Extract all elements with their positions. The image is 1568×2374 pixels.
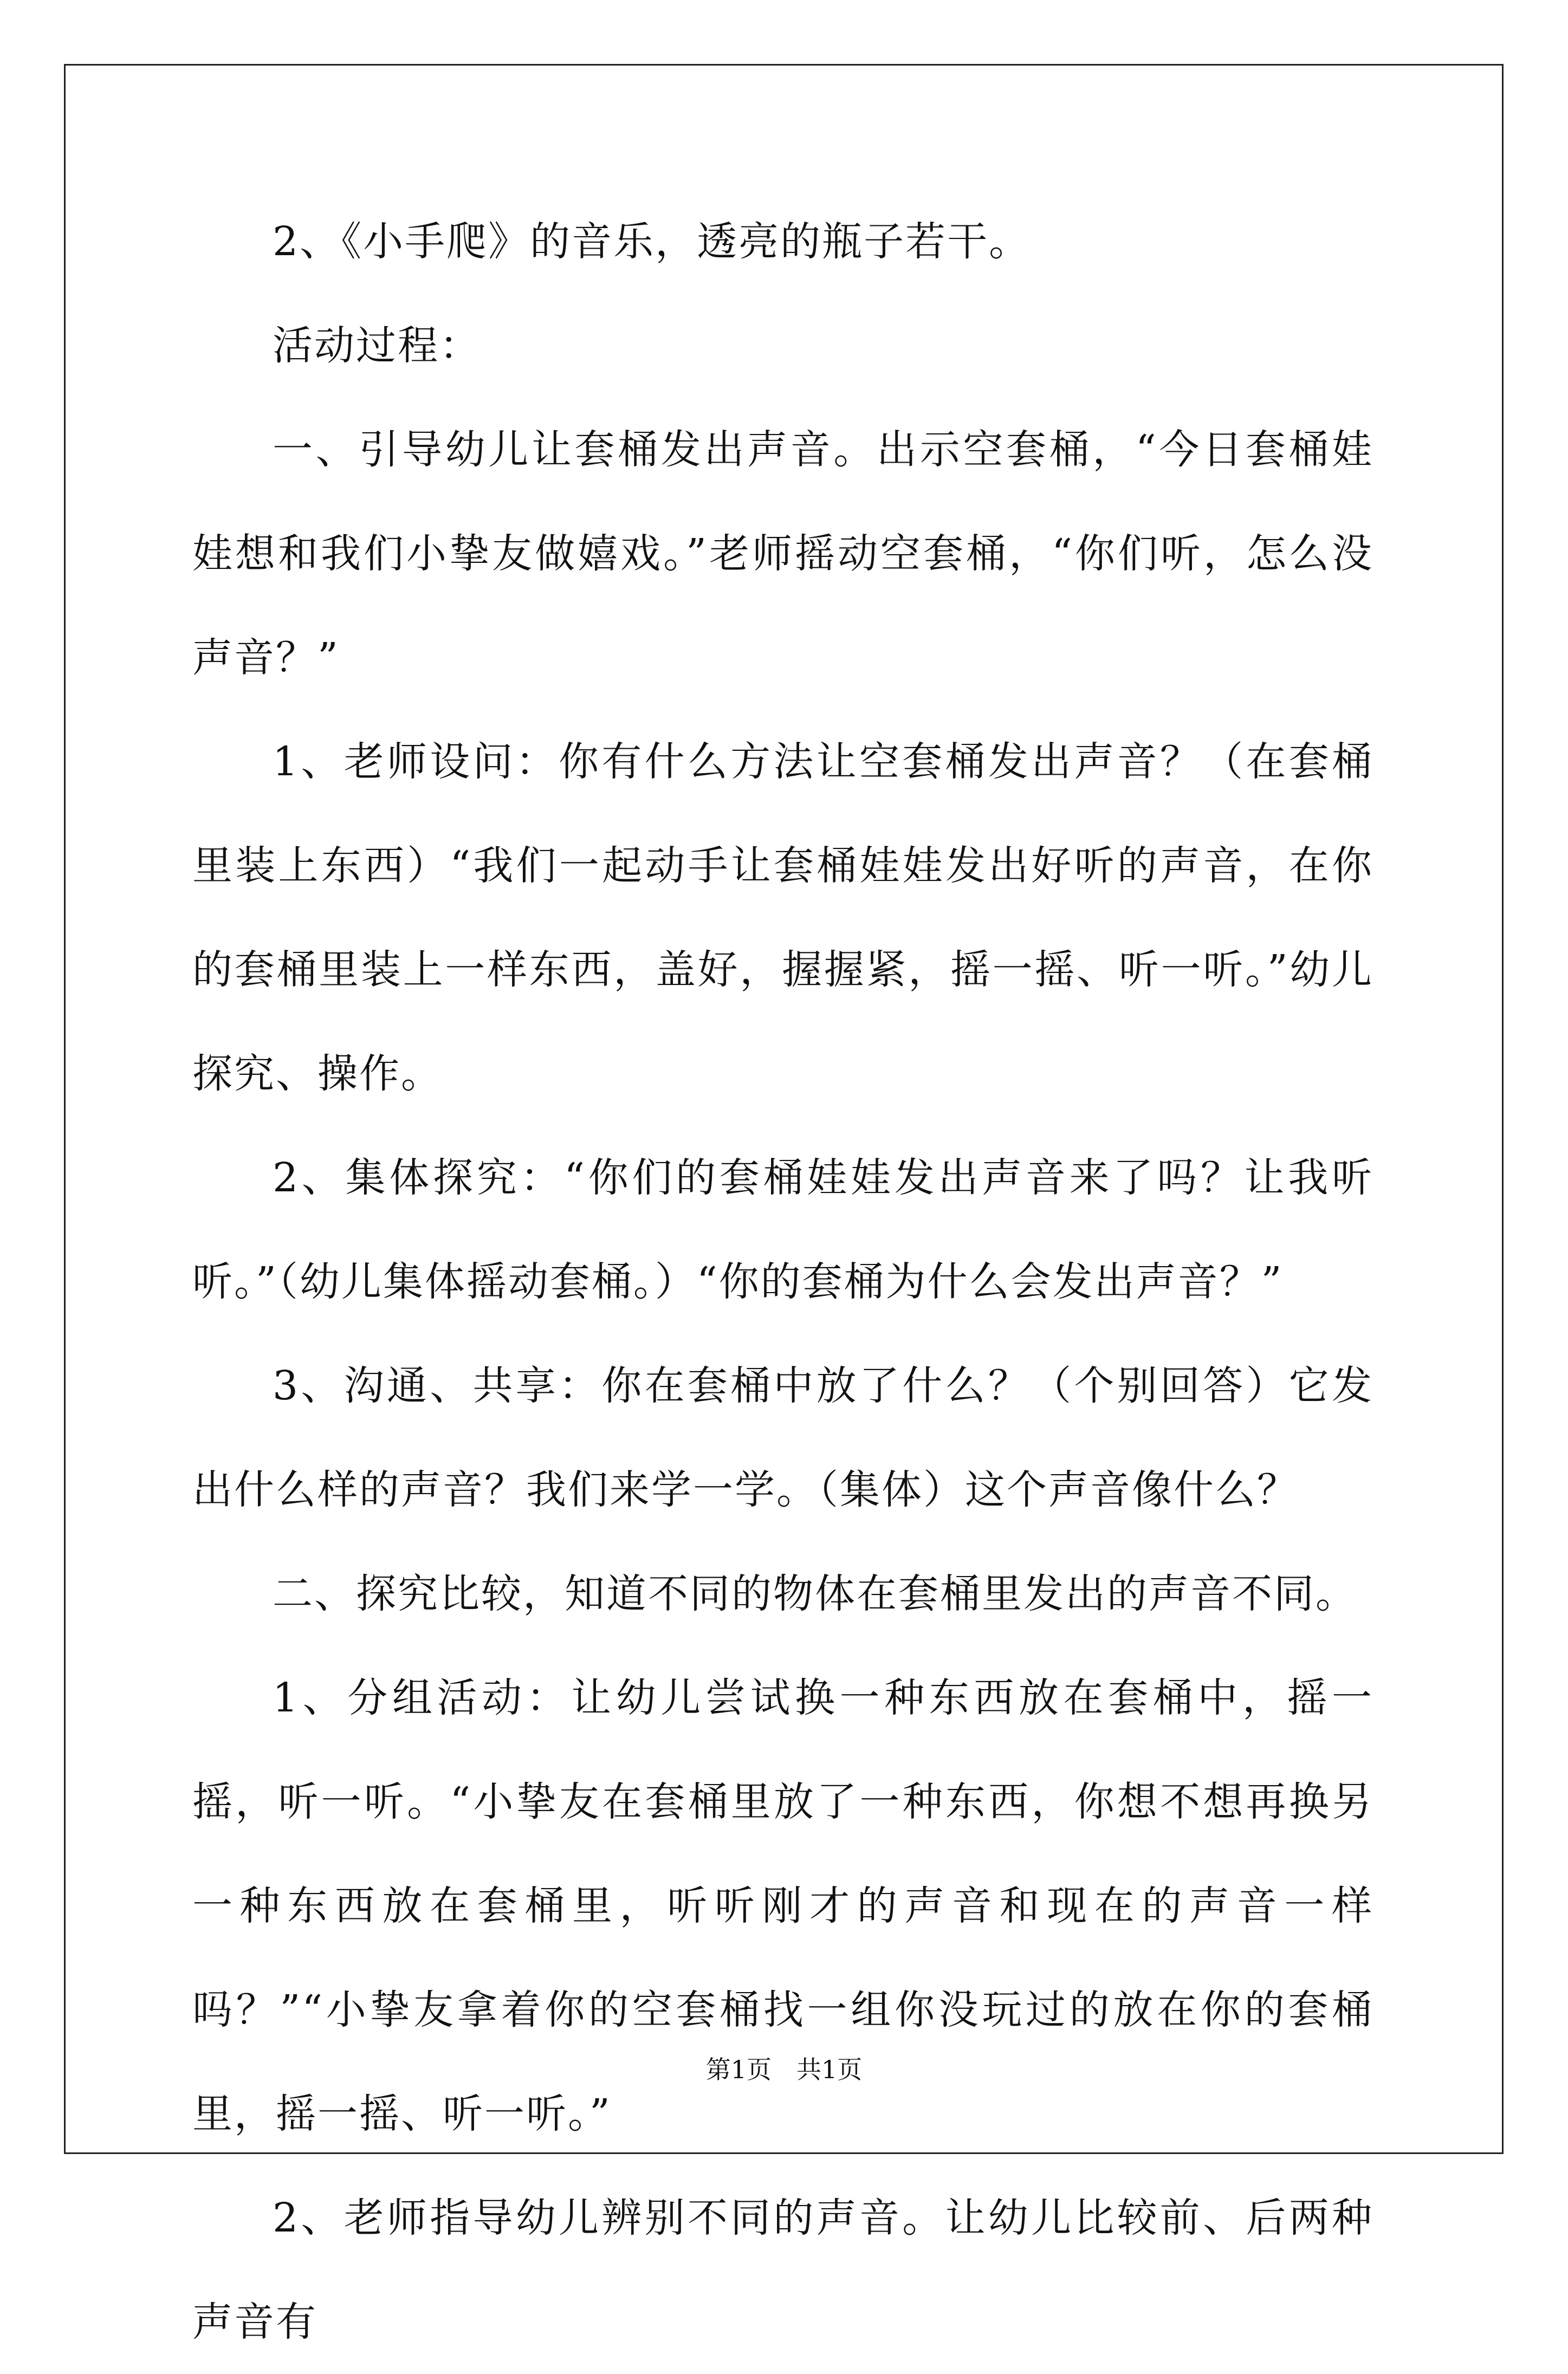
document-body — [192, 190, 1373, 2374]
paragraph-group-exploration: 2、集体探究：“你们的套桶娃娃发出声音来了吗？让我听听。”（幼儿集体摇动套桶。）“你的套桶为什么会发出声音？” — [192, 1154, 1373, 1305]
paragraph-group-activity: 1、分组活动：让幼儿尝试换一种东西放在套桶中，摇一摇，听一听。“小挚友在套桶里放了一种东西，你想不想再换另一种东西放在套桶里，听听刚才的声音和现在的声音一样吗？”“小挚友拿着你的空套桶找一组你没玩过的放在你的套桶里，摇一摇、听一听。” — [192, 1675, 1373, 2137]
paragraph-teacher-guidance: 2、老师指导幼儿辨别不同的声音。让幼儿比较前、后两种声音有 — [192, 2195, 1373, 2345]
page-footer: 第1页 共1页 — [705, 2055, 863, 2084]
paragraph-process-heading: 活动过程： — [273, 322, 481, 369]
paragraph-step-one: 一、引导幼儿让套桶发出声音。出示空套桶，“今日套桶娃娃想和我们小挚友做嬉戏。”老师摇动空套桶，“你们听，怎么没声音？” — [192, 426, 1373, 681]
paragraph-communication: 3、沟通、共享：你在套桶中放了什么？（个别回答）它发出什么样的声音？我们来学一学。（集体）这个声音像什么？ — [192, 1363, 1373, 1513]
paragraph-step-two: 二、探究比较，知道不同的物体在套桶里发出的声音不同。 — [273, 1571, 1357, 1617]
paragraph-teacher-question: 1、老师设问：你有什么方法让空套桶发出声音？（在套桶里装上东西）“我们一起动手让套桶娃娃发出好听的声音，在你的套桶里装上一样东西，盖好，握握紧，摇一摇、听一听。”幼儿探究、操作。 — [192, 738, 1373, 1097]
paragraph-materials: 2、《小手爬》的音乐，透亮的瓶子若干。 — [273, 218, 1031, 265]
